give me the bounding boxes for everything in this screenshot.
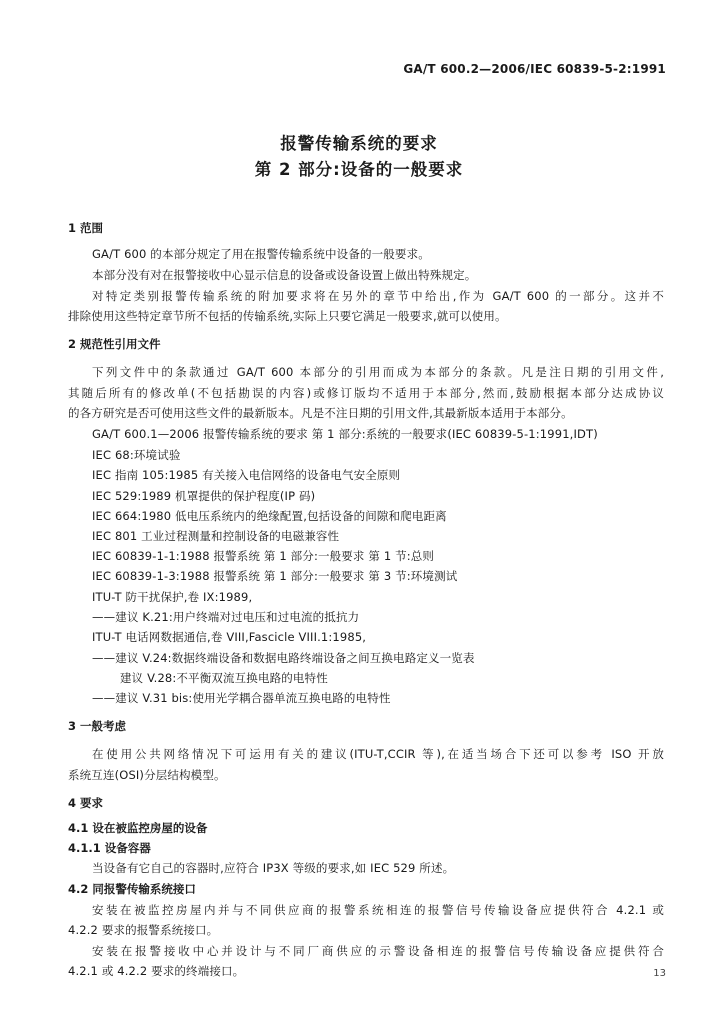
paragraph-line: GA/T 600 的本部分规定了用在报警传输系统中设备的一般要求。	[92, 247, 430, 261]
paragraph-line: 排除使用这些特定章节所不包括的传输系统,实际上只要它满足一般要求,就可以使用。	[68, 309, 507, 323]
section-4-heading: 4 要求	[68, 796, 104, 810]
subsection-4-1-heading: 4.1 设在被监控房屋的设备	[68, 821, 208, 835]
section-3-heading: 3 一般考虑	[68, 719, 127, 733]
subsection-4-2-heading: 4.2 同报警传输系统接口	[68, 882, 196, 896]
reference-item: IEC 801 工业过程测量和控制设备的电磁兼容性	[92, 529, 340, 543]
reference-item: IEC 664:1980 低电压系统内的绝缘配置,包括设备的间隙和爬电距离	[92, 509, 447, 523]
reference-item: ITU-T 电话网数据通信,卷 VIII,Fascicle VIII.1:1985,	[92, 630, 367, 644]
reference-item: ——建议 V.24:数据终端设备和数据电路终端设备之间互换电路定义一览表	[92, 651, 475, 665]
paragraph-line: 安装在被监控房屋内并与不同供应商的报警系统相连的报警信号传输设备应提供符合 4.2.1 或	[92, 903, 664, 917]
reference-item: IEC 68:环境试验	[92, 448, 181, 462]
paragraph-line: 下列文件中的条款通过 GA/T 600 本部分的引用而成为本部分的条款。凡是注日期的引用文件,	[92, 365, 664, 379]
paragraph-line: 的各方研究是否可使用这些文件的最新版本。凡是不注日期的引用文件,其最新版本适用于本部分。	[68, 406, 573, 420]
reference-item: IEC 指南 105:1985 有关接入电信网络的设备电气安全原则	[92, 468, 401, 482]
reference-item: GA/T 600.1—2006 报警传输系统的要求 第 1 部分:系统的一般要求(IEC 60839-5-1:1991,IDT)	[92, 427, 598, 441]
reference-item: ——建议 K.21:用户终端对过电压和过电流的抵抗力	[92, 610, 360, 624]
paragraph-line: 4.2.2 要求的报警系统接口。	[68, 923, 219, 937]
standard-code: GA/T 600.2—2006/IEC 60839-5-2:1991	[403, 62, 666, 76]
reference-item: IEC 60839-1-1:1988 报警系统 第 1 部分:一般要求 第 1 节:总则	[92, 549, 435, 563]
reference-item: 建议 V.28:不平衡双流互换电路的电特性	[120, 671, 328, 685]
reference-item: IEC 529:1989 机罩提供的保护程度(IP 码)	[92, 489, 316, 503]
paragraph-line: 4.2.1 或 4.2.2 要求的终端接口。	[68, 964, 245, 978]
subsection-4-1-1-heading: 4.1.1 设备容器	[68, 841, 151, 855]
paragraph-line: 安装在报警接收中心并设计与不同厂商供应的示警设备相连的报警信号传输设备应提供符合	[92, 944, 664, 958]
page-number: 13	[653, 968, 666, 979]
reference-item: IEC 60839-1-3:1988 报警系统 第 1 部分:一般要求 第 3 节:环境测试	[92, 569, 458, 583]
document-title: 报警传输系统的要求	[280, 134, 438, 153]
reference-item: ——建议 V.31 bis:使用光学耦合器单流互换电路的电特性	[92, 691, 391, 705]
section-2-heading: 2 规范性引用文件	[68, 337, 161, 351]
paragraph-line: 其随后所有的修改单(不包括勘误的内容)或修订版均不适用于本部分,然而,鼓励根据本部分达成协议	[68, 386, 664, 400]
document-subtitle: 第 2 部分:设备的一般要求	[254, 160, 464, 179]
paragraph-line: 当设备有它自己的容器时,应符合 IP3X 等级的要求,如 IEC 529 所述。	[92, 861, 455, 875]
paragraph-line: 在使用公共网络情况下可运用有关的建议(ITU-T,CCIR 等),在适当场合下还可以参考 ISO 开放	[92, 747, 664, 761]
paragraph-line: 系统互连(OSI)分层结构模型。	[68, 768, 226, 782]
section-1-heading: 1 范围	[68, 221, 104, 235]
reference-item: ITU-T 防干扰保护,卷 IX:1989,	[92, 590, 253, 604]
paragraph-line: 本部分没有对在报警接收中心显示信息的设备或设备设置上做出特殊规定。	[92, 268, 477, 282]
paragraph-line: 对特定类别报警传输系统的附加要求将在另外的章节中给出,作为 GA/T 600 的一部分。这并不	[92, 289, 664, 303]
